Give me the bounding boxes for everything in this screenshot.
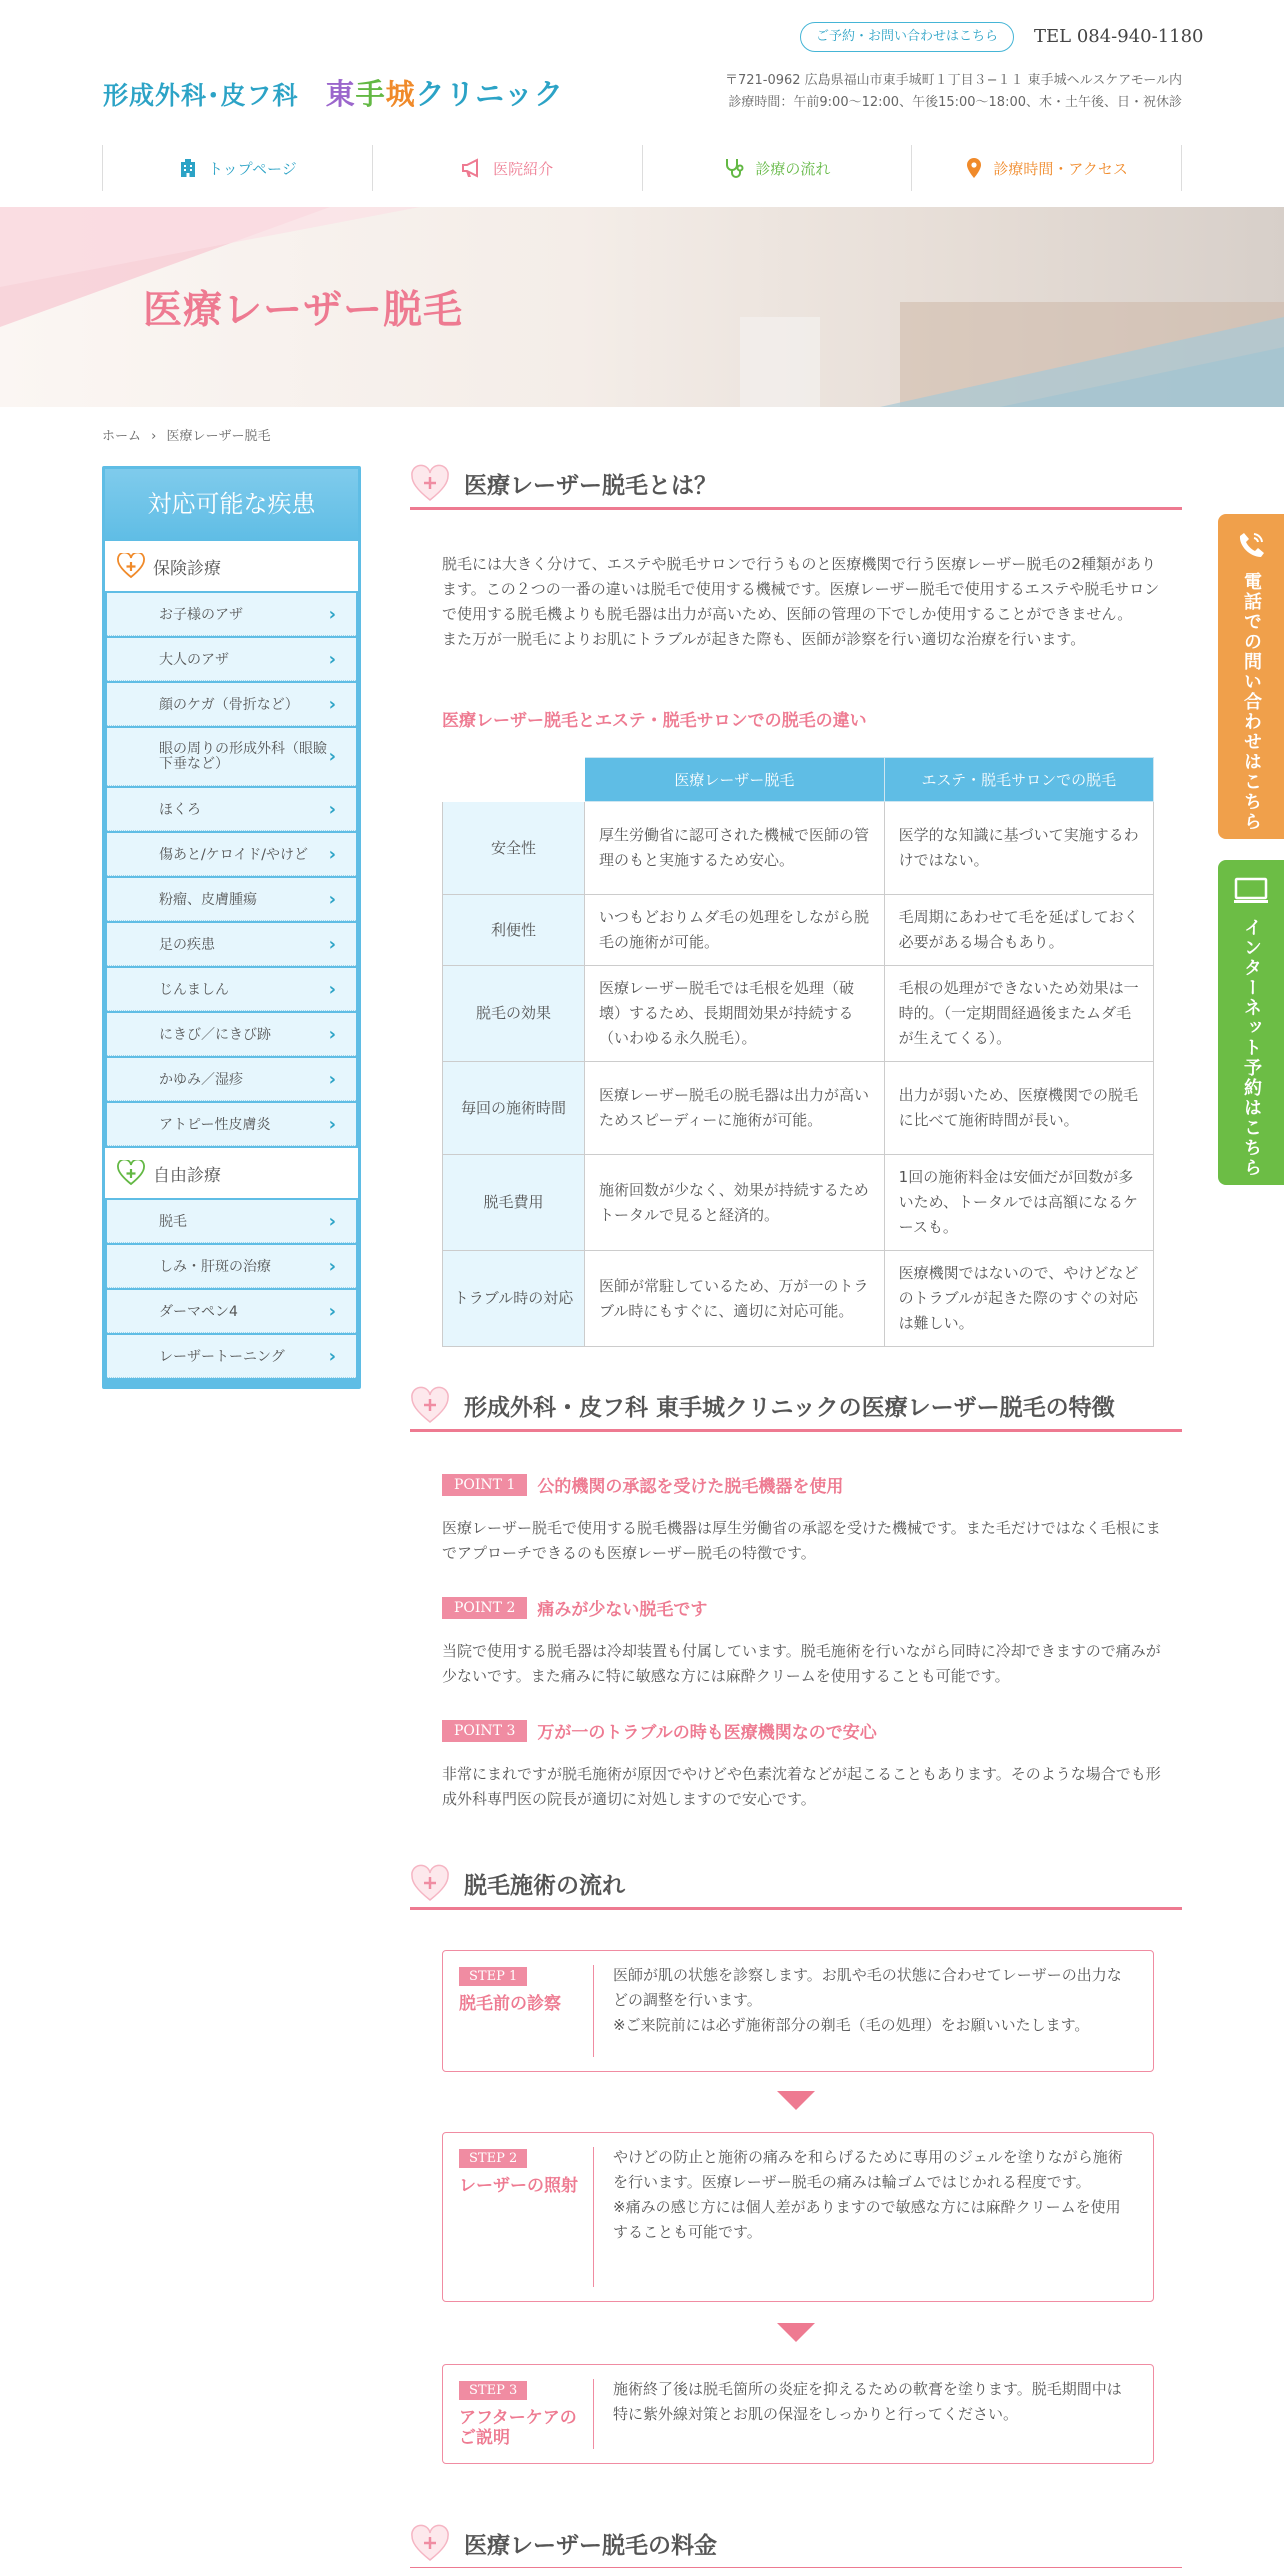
intro-paragraph: また万が一脱毛によりお肌にトラブルが起きた際も、医師が診察を行い適切な治療を行います。 bbox=[442, 630, 1086, 648]
megaphone-icon bbox=[461, 158, 483, 178]
table-row bbox=[443, 1062, 1154, 1155]
sidebar-section-label: 保険診療 bbox=[153, 558, 221, 579]
table-corner bbox=[443, 758, 585, 802]
point-badge: POINT 3 bbox=[442, 1720, 527, 1742]
step-text: やけどの防止と施術の痛みを和らげるために専用のジェルを塗りながら施術を行います。医療レーザー脱毛の痛みは輪ゴムではじかれる程度です。 ※痛みの感じ方には個人差がありますので敏感な方には麻酔クリームを使用することも可能です。 bbox=[613, 2148, 1123, 2241]
chevron-right-icon: › bbox=[328, 693, 336, 715]
section-heading bbox=[410, 460, 1182, 510]
sidebar-item[interactable] bbox=[107, 1103, 356, 1146]
step-text: 施術終了後は脱毛箇所の炎症を抑えるための軟膏を塗ります。脱毛期間中は特に紫外線対策とお肌の保湿をしっかりと行ってください。 bbox=[613, 2380, 1122, 2423]
point-heading bbox=[442, 1595, 707, 1620]
point-badge: POINT 1 bbox=[442, 1474, 527, 1496]
step-badge: STEP 2 bbox=[459, 2149, 527, 2168]
point-heading bbox=[442, 1718, 877, 1743]
sidebar-item-label: 傷あと/ケロイド/やけど bbox=[159, 847, 309, 863]
sidebar-item[interactable] bbox=[107, 593, 356, 636]
chevron-right-icon: › bbox=[328, 1300, 336, 1322]
step-divider bbox=[593, 2147, 594, 2287]
table-row bbox=[443, 966, 1154, 1062]
sidebar-item[interactable] bbox=[107, 683, 356, 726]
row-header: トラブル時の対応 bbox=[443, 1251, 585, 1347]
clinic-logo[interactable] bbox=[103, 72, 564, 113]
table-row bbox=[443, 1155, 1154, 1251]
step-badge: STEP 3 bbox=[459, 2381, 527, 2400]
step-card bbox=[442, 1950, 1154, 2072]
point-text: 医療レーザー脱毛で使用する脱毛機器は厚生労働省の承認を受けた機械です。また毛だけではなく毛根にまでアプローチできるのも医療レーザー脱毛の特徴です。 bbox=[442, 1519, 1161, 1562]
table-row bbox=[443, 802, 1154, 895]
nav-flow[interactable] bbox=[642, 145, 912, 191]
nav-about[interactable] bbox=[372, 145, 642, 191]
step-header bbox=[459, 2379, 579, 2448]
table-cell: 厚生労働省に認可された機械で医師の管理のもと実施するため安心。 bbox=[585, 802, 885, 895]
heart-plus-icon bbox=[117, 553, 145, 579]
sidebar-item[interactable] bbox=[107, 923, 356, 966]
sidebar-item-label: じんましん bbox=[159, 982, 229, 998]
map-pin-icon bbox=[965, 157, 983, 179]
table-cell: 医療レーザー脱毛では毛根を処理（破壊）するため、長期間効果が持続する（いわゆる永久脱毛）。 bbox=[585, 966, 885, 1062]
table-cell: 毛周期にあわせて毛を延ばしておく必要がある場合もあり。 bbox=[884, 895, 1153, 966]
table-cell: いつもどおりムダ毛の処理をしながら脱毛の施術が可能。 bbox=[585, 895, 885, 966]
phone-icon bbox=[1236, 530, 1266, 560]
heart-plus-icon bbox=[410, 2524, 450, 2564]
logo-char: 手 bbox=[355, 77, 386, 111]
sidebar-item-label: 粉瘤、皮膚腫瘍 bbox=[159, 892, 257, 908]
logo-char: ニ bbox=[475, 77, 504, 111]
sidebar-item[interactable] bbox=[107, 1058, 356, 1101]
private-list bbox=[105, 1200, 358, 1378]
sidebar-item-label: アトピー性皮膚炎 bbox=[159, 1117, 271, 1133]
phone-contact-label: 電話での問い合わせはこちら bbox=[1241, 572, 1262, 832]
table-row bbox=[443, 1251, 1154, 1347]
step-badge: STEP 1 bbox=[459, 1967, 527, 1986]
chevron-right-icon: › bbox=[328, 1210, 336, 1232]
heart-plus-icon bbox=[410, 1386, 450, 1426]
section-title: 医療レーザー脱毛とは？ bbox=[464, 473, 717, 499]
logo-char: ク bbox=[415, 77, 446, 111]
step-divider bbox=[593, 2379, 594, 2449]
sidebar-item-label: 大人のアザ bbox=[159, 652, 229, 668]
sidebar-item-label: かゆみ／湿疹 bbox=[159, 1072, 243, 1088]
breadcrumb bbox=[102, 425, 277, 444]
global-nav bbox=[102, 145, 1182, 191]
step-card bbox=[442, 2364, 1154, 2464]
step-name: 脱毛前の診察 bbox=[459, 1994, 561, 2014]
sidebar-item[interactable] bbox=[107, 878, 356, 921]
section-heading bbox=[410, 1382, 1182, 1432]
breadcrumb-current: 医療レーザー脱毛 bbox=[166, 429, 271, 444]
page-title: 医療レーザー脱毛 bbox=[143, 288, 464, 333]
section-title: 脱毛施術の流れ bbox=[464, 1873, 625, 1899]
row-header: 安全性 bbox=[443, 802, 585, 895]
column-header: エステ・脱毛サロンでの脱毛 bbox=[884, 758, 1153, 802]
chevron-right-icon: › bbox=[328, 843, 336, 865]
sidebar-item-label: 眼の周りの形成外科（眼瞼下垂など） bbox=[159, 740, 327, 772]
chevron-right-icon: › bbox=[328, 978, 336, 1000]
step-header bbox=[459, 1965, 579, 2014]
sidebar-item[interactable] bbox=[107, 638, 356, 681]
web-reservation-label: インターネット予約はこちら bbox=[1241, 918, 1262, 1178]
compare-title: 医療レーザー脱毛とエステ・脱毛サロンでの脱毛の違い bbox=[442, 711, 867, 731]
row-header: 毎回の施術時間 bbox=[443, 1062, 585, 1155]
step-divider bbox=[593, 1965, 594, 2057]
chevron-right-icon: › bbox=[328, 798, 336, 820]
contact-button[interactable]: ご予約・お問い合わせはこちら bbox=[800, 22, 1014, 52]
logo-char: ッ bbox=[503, 77, 534, 111]
step-card bbox=[442, 2132, 1154, 2302]
clinic-address-block bbox=[662, 70, 1182, 114]
sidebar-section-private bbox=[105, 1148, 358, 1198]
tel-number[interactable]: TEL 084-940-1180 bbox=[1034, 26, 1204, 47]
column-header: 医療レーザー脱毛 bbox=[585, 758, 885, 802]
heart-plus-icon bbox=[410, 464, 450, 504]
site-header bbox=[0, 0, 1284, 205]
sidebar-item[interactable] bbox=[107, 1290, 356, 1333]
step-header bbox=[459, 2147, 579, 2196]
clinic-address: 〒721-0962 広島県福山市東手城町１丁目３−１１ 東手城ヘルスケアモール内 bbox=[724, 73, 1182, 88]
sidebar-item[interactable] bbox=[107, 833, 356, 876]
sidebar-item-label: お子様のアザ bbox=[159, 607, 243, 623]
row-header: 脱毛の効果 bbox=[443, 966, 585, 1062]
logo-name bbox=[315, 77, 564, 111]
sidebar-item-label: 顔のケガ（骨折など） bbox=[159, 697, 299, 713]
logo-char: リ bbox=[445, 77, 476, 111]
chevron-right-icon: › bbox=[328, 888, 336, 910]
arrow-down-icon bbox=[777, 2091, 815, 2110]
logo-char: 東 bbox=[325, 77, 356, 111]
phone-contact-button[interactable] bbox=[1218, 514, 1284, 839]
point-badge: POINT 2 bbox=[442, 1597, 527, 1619]
sidebar-item-label: ほくろ bbox=[159, 802, 201, 818]
sidebar-section-insurance bbox=[105, 541, 358, 591]
nav-label: 診療の流れ bbox=[755, 159, 831, 178]
row-header: 脱毛費用 bbox=[443, 1155, 585, 1251]
nav-access[interactable] bbox=[911, 145, 1182, 191]
point-title: 痛みが少ない脱毛です bbox=[537, 1600, 708, 1620]
table-cell: 出力が弱いため、医療機関での脱毛に比べて施術時間が長い。 bbox=[884, 1062, 1153, 1155]
table-cell: 医療レーザー脱毛の脱毛器は出力が高いためスピーディーに施術が可能。 bbox=[585, 1062, 885, 1155]
arrow-down-icon bbox=[777, 2323, 815, 2342]
logo-subtitle: 形成外科･皮フ科 bbox=[103, 81, 299, 110]
monitor-icon bbox=[1234, 876, 1268, 906]
section-heading bbox=[410, 1860, 1182, 1910]
table-cell: 医学的な知識に基づいて実施するわけではない。 bbox=[884, 802, 1153, 895]
sidebar-section-label: 自由診療 bbox=[153, 1165, 221, 1186]
sidebar-item[interactable] bbox=[107, 728, 356, 786]
table-cell: 医療機関ではないので、やけどなどのトラブルが起きた際のすぐの対応は難しい。 bbox=[884, 1251, 1153, 1347]
nav-top[interactable] bbox=[102, 145, 372, 191]
table-cell: 1回の施術料金は安価だが回数が多いため、トータルでは高額になるケースも。 bbox=[884, 1155, 1153, 1251]
intro-text bbox=[442, 552, 1162, 652]
sidebar-title: 対応可能な疾患 bbox=[105, 469, 358, 541]
heart-plus-icon bbox=[410, 1864, 450, 1904]
point-heading bbox=[442, 1472, 843, 1497]
sidebar-item-label: にきび／にきび跡 bbox=[159, 1027, 271, 1043]
building-icon bbox=[178, 158, 198, 178]
sidebar-item[interactable] bbox=[107, 1013, 356, 1056]
nav-label: 医院紹介 bbox=[493, 159, 554, 178]
sidebar-item-label: レーザートーニング bbox=[159, 1349, 285, 1365]
sidebar bbox=[102, 466, 361, 1389]
chevron-right-icon: › bbox=[328, 648, 336, 670]
chevron-right-icon: › bbox=[328, 603, 336, 625]
intro-paragraph: 脱毛には大きく分けて、エステや脱毛サロンで行うものと医療機関で行う医療レーザー脱毛の2種類があります。この２つの一番の違いは脱毛で使用する機械です。医療レーザー脱毛で使用するエステや脱毛サロンで使用する脱毛機よりも脱毛器は出力が高いため、医師の管理の下でしか使用することができません。 bbox=[442, 555, 1160, 623]
chevron-right-icon: › bbox=[328, 1345, 336, 1367]
hero-banner bbox=[0, 207, 1284, 407]
sidebar-item-label: しみ・肝斑の治療 bbox=[159, 1259, 271, 1275]
step-text: 医師が肌の状態を診察します。お肌や毛の状態に合わせてレーザーの出力などの調整を行います。 ※ご来院前には必ず施術部分の剃毛（毛の処理）をお願いいたします。 bbox=[613, 1966, 1122, 2034]
logo-char: 城 bbox=[385, 77, 416, 111]
section-heading bbox=[410, 2520, 1182, 2568]
sidebar-item-label: 足の疾患 bbox=[159, 937, 215, 953]
sidebar-item[interactable] bbox=[107, 1335, 356, 1378]
point-title: 万が一のトラブルの時も医療機関なので安心 bbox=[537, 1723, 877, 1743]
sidebar-item[interactable] bbox=[107, 1245, 356, 1288]
table-cell: 毛根の処理ができないため効果は一時的。（一定期間経過後またムダ毛が生えてくる）。 bbox=[884, 966, 1153, 1062]
breadcrumb-home[interactable]: ホーム bbox=[102, 429, 142, 444]
sidebar-item[interactable] bbox=[107, 968, 356, 1011]
sidebar-item[interactable] bbox=[107, 788, 356, 831]
logo-char: ク bbox=[533, 77, 564, 111]
chevron-right-icon: › bbox=[328, 1255, 336, 1277]
table-header-row bbox=[443, 758, 1154, 802]
nav-label: トップページ bbox=[208, 159, 297, 178]
point-text: 非常にまれですが脱毛施術が原因でやけどや色素沈着などが起こることもあります。そのような場合でも形成外科専門医の院長が適切に対処しますので安心です。 bbox=[442, 1765, 1161, 1808]
heart-plus-icon bbox=[117, 1160, 145, 1186]
comparison-table bbox=[442, 757, 1154, 1347]
step-name: アフターケアのご説明 bbox=[459, 2408, 577, 2448]
chevron-right-icon: › bbox=[328, 1113, 336, 1135]
table-cell: 医師が常駐しているため、万が一のトラブル時にもすぐに、適切に対応可能。 bbox=[585, 1251, 885, 1347]
row-header: 利便性 bbox=[443, 895, 585, 966]
step-name: レーザーの照射 bbox=[459, 2176, 578, 2196]
sidebar-item-label: 脱毛 bbox=[159, 1214, 187, 1230]
point-title: 公的機関の承認を受けた脱毛機器を使用 bbox=[537, 1477, 844, 1497]
chevron-right-icon: › bbox=[328, 1023, 336, 1045]
table-cell: 施術回数が少なく、効果が持続するためトータルで見ると経済的。 bbox=[585, 1155, 885, 1251]
point-text: 当院で使用する脱毛器は冷却装置も付属しています。脱毛施術を行いながら同時に冷却できますので痛みが少ないです。また痛みに特に敏感な方には麻酔クリームを使用することも可能です。 bbox=[442, 1642, 1161, 1685]
insurance-list bbox=[105, 593, 358, 1146]
chevron-right-icon: › bbox=[328, 933, 336, 955]
stethoscope-icon bbox=[723, 157, 745, 179]
web-reservation-button[interactable] bbox=[1218, 860, 1284, 1185]
table-row bbox=[443, 895, 1154, 966]
chevron-right-icon: › bbox=[328, 746, 336, 767]
chevron-right-icon: › bbox=[328, 1068, 336, 1090]
chevron-right-icon: › bbox=[151, 429, 157, 444]
section-title: 医療レーザー脱毛の料金 bbox=[464, 2533, 717, 2559]
sidebar-item-label: ダーマペン4 bbox=[159, 1304, 238, 1320]
clinic-hours: 診療時間：午前9:00～12:00、午後15:00～18:00、木・土午後、日・祝休診 bbox=[728, 95, 1182, 110]
section-title: 形成外科・皮フ科 東手城クリニックの医療レーザー脱毛の特徴 bbox=[464, 1395, 1115, 1421]
sidebar-item[interactable] bbox=[107, 1200, 356, 1243]
nav-label: 診療時間・アクセス bbox=[993, 159, 1128, 178]
